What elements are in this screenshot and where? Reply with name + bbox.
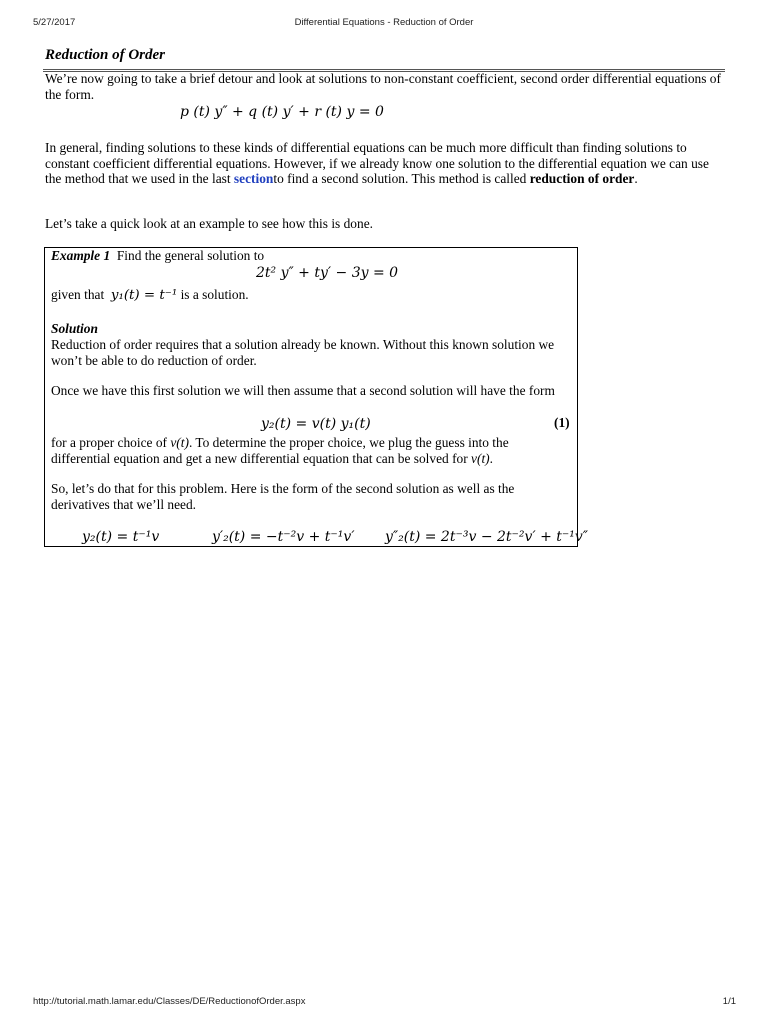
derivative-y2-double-prime: y″₂(t) = 2t⁻³v − 2t⁻²v′ + t⁻¹v″ bbox=[385, 529, 589, 545]
given-line: given that y₁(t) = t⁻¹ is a solution. bbox=[51, 287, 249, 303]
example-header: Example 1 Find the general solution to bbox=[51, 248, 265, 263]
section-link[interactable]: section bbox=[233, 171, 274, 187]
equation-1: y₂(t) = v(t) y₁(t) bbox=[261, 416, 371, 432]
method-paragraph: In general, finding solutions to these kinds of differential equations can be much more difficult than finding solutions to constant coefficient differential equations. However, if we already know one solution to the differential equation we can use the method that we used in the last sectionto find a second solution. This method is called reduction of order. bbox=[45, 140, 709, 187]
solution-paragraph-3: for a proper choice of v(t). To determine the proper choice, we plug the guess into the differential equation and get a new differential equation that can be solved for v(t). bbox=[51, 435, 509, 466]
solution-paragraph-1: Reduction of order requires that a solution already be known. Without this known solution we won’t be able to do reduction of order. bbox=[51, 337, 555, 368]
header-title: Differential Equations - Reduction of Order bbox=[294, 17, 474, 28]
general-equation: p (t) y″ + q (t) y′ + r (t) y = 0 bbox=[180, 104, 384, 120]
example-equation: 2t² y″ + ty′ − 3y = 0 bbox=[256, 265, 399, 281]
equation-number: (1) bbox=[554, 415, 570, 430]
footer-page-number: 1/1 bbox=[722, 996, 736, 1007]
header-date: 5/27/2017 bbox=[33, 17, 76, 28]
footer-url: http://tutorial.math.lamar.edu/Classes/DE/ReductionofOrder.aspx bbox=[33, 996, 306, 1007]
title-rule bbox=[43, 69, 725, 70]
solution-paragraph-2: Once we have this first solution we will then assume that a second solution will have the form bbox=[51, 383, 555, 398]
intro-paragraph: We’re now going to take a brief detour and look at solutions to non-constant coefficient, second order differential equations of the form. bbox=[45, 71, 721, 102]
derivative-y2-prime: y′₂(t) = −t⁻²v + t⁻¹v′ bbox=[212, 529, 355, 545]
given-solution: y₁(t) = t⁻¹ bbox=[110, 288, 178, 303]
solution-label: Solution bbox=[51, 321, 98, 336]
solution-paragraph-4: So, let’s do that for this problem. Here is the form of the second solution as well as the derivatives that we’ll need. bbox=[51, 481, 515, 512]
example-intro: Let’s take a quick look at an example to see how this is done. bbox=[45, 216, 373, 231]
derivative-y2: y₂(t) = t⁻¹v bbox=[82, 529, 160, 545]
example-label: Example 1 bbox=[51, 248, 111, 263]
page-title: Reduction of Order bbox=[45, 47, 165, 63]
reduction-of-order-term: reduction of order bbox=[529, 171, 635, 187]
